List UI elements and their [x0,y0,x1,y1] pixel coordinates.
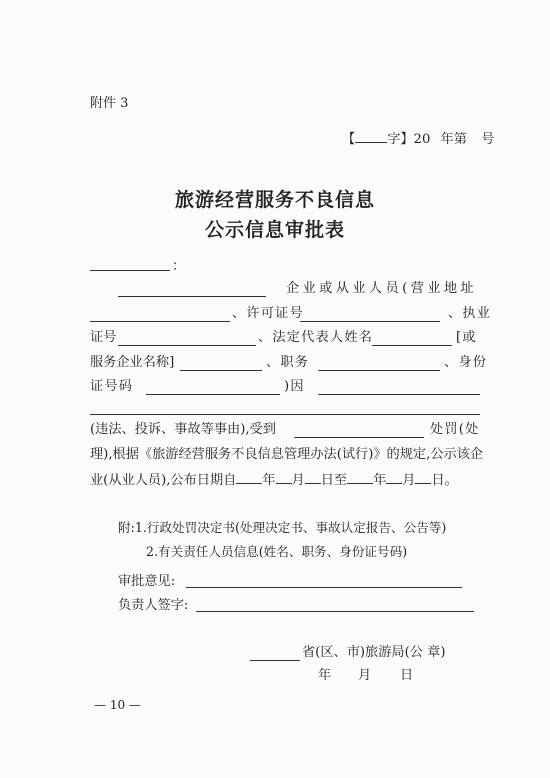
start-year-label: 年 [262,473,276,488]
attachment-label: 附件 3 [90,96,129,111]
doc-hao-label: 号 [481,132,495,147]
end-day-blank [415,471,431,484]
cause-blank [318,394,480,395]
start-year-blank [236,471,262,484]
start-month-blank [276,471,292,484]
seal-year-label: 年 [318,668,332,683]
end-year-blank [347,471,373,484]
or-label: [或 [456,330,477,345]
service-company-label: 服务企业名称] [90,355,175,370]
document-number [342,130,494,148]
practice-label: 、执业 [448,306,492,321]
cert-no-blank [118,345,256,346]
body-line6-a: (违法、投诉、事故等事由),受到 [90,422,276,437]
province-blank [250,660,300,661]
attachment-item-2: 2.有关责任人员信息(姓名、职务、身份证号码) [146,544,408,559]
license-blank [300,321,440,322]
form-title-line1: 旅游经营服务不良信息 [174,189,375,211]
publish-from-label: 业(从业人员),公布日期自 [90,473,237,488]
doc-zi-label: 字】20 [387,132,431,147]
doc-bracket-left: 【 [342,132,356,147]
signature-label: 负责人签字: [118,598,189,613]
id-number-blank [146,394,280,395]
doc-year-label: 年第 [440,132,467,147]
body-line1: 企业或从业人员(营业地址 [286,281,478,296]
bureau-seal-label: 省(区、市)旅游局(公 章) [302,645,446,660]
addressee-blank [90,270,170,271]
addressee-colon: ： [172,259,186,274]
position-label: 、职务 [266,355,310,370]
end-day-label: 日。 [431,473,458,488]
end-year-label: 年 [373,473,387,488]
body-line6-b: 处罚(处 [430,422,480,437]
start-day-blank [305,471,321,484]
position-blank [318,370,440,371]
id-number-label: 证号码 [90,379,134,394]
cert-no-label: 证号 [90,330,117,345]
publish-period [90,471,458,489]
doc-prefix-blank [355,130,387,143]
company-blank [118,296,266,297]
legal-rep-blank [372,345,452,346]
service-company-blank [180,370,262,371]
seal-day-label: 日 [400,668,414,683]
cause-label: )因 [284,379,305,394]
cause-blank-2 [90,414,480,415]
penalty-blank [294,437,424,438]
form-title-line2: 公示信息审批表 [204,219,345,241]
approval-opinion-label: 审批意见: [118,574,176,589]
address-blank [90,321,230,322]
attachment-item-1: 附:1.行政处罚决定书(处理决定书、事故认定报告、公告等) [118,520,447,535]
id-label: 、身份 [444,355,488,370]
end-month-label: 月 [402,473,416,488]
approval-opinion-blank [186,587,462,588]
signature-blank [196,611,474,612]
seal-month-label: 月 [358,668,372,683]
start-day-label: 日至 [320,473,348,488]
page-number: — 10 — [94,698,141,712]
body-line7: 理),根据《旅游经营服务不良信息管理办法(试行)》的规定,公示该企 [90,447,484,462]
license-label: 、许可证号 [232,306,304,321]
start-month-label: 月 [291,473,305,488]
legal-rep-label: 、法定代表人姓名 [258,330,374,345]
end-month-blank [386,471,402,484]
